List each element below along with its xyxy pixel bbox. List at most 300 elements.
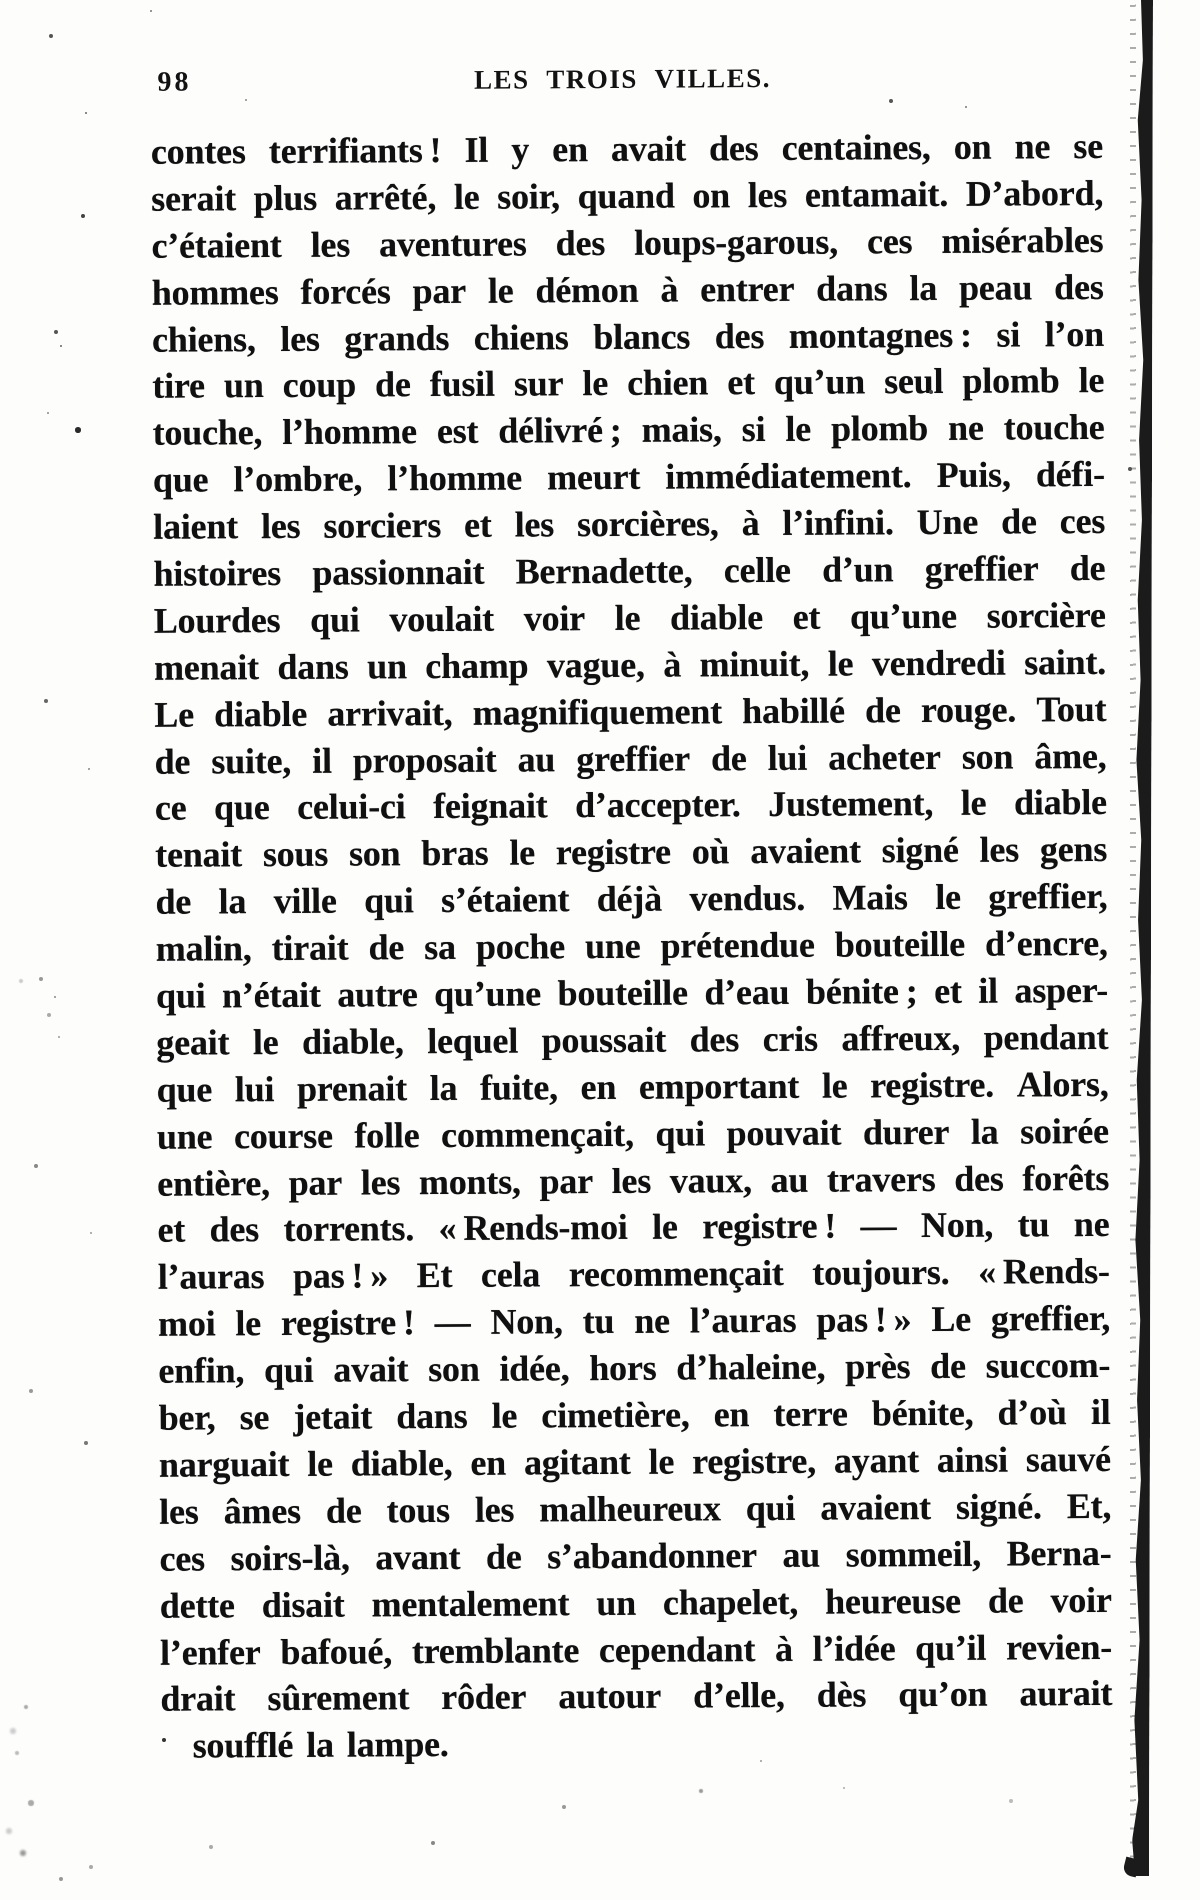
- text-line: [151, 217, 1103, 270]
- word: diable: [1013, 782, 1107, 823]
- word: et: [157, 1210, 186, 1251]
- word: vaux,: [669, 1159, 752, 1201]
- text-line: [151, 123, 1103, 176]
- text-line: [155, 826, 1107, 879]
- word: greffier,: [990, 1298, 1111, 1339]
- word: voir: [1050, 1579, 1112, 1620]
- word: affreux,: [841, 1017, 961, 1059]
- word: délivré ;: [498, 410, 622, 451]
- word: Le: [154, 694, 195, 735]
- word: menait: [153, 646, 259, 688]
- word: loups-garous,: [634, 221, 839, 263]
- word: le: [453, 176, 480, 217]
- word: durer: [862, 1111, 950, 1153]
- word: poussait: [541, 1019, 667, 1061]
- word: prétendue: [660, 924, 815, 966]
- word: Une: [916, 501, 979, 543]
- word: seul: [884, 361, 944, 402]
- word: autre: [337, 974, 418, 1015]
- word: chiens,: [151, 318, 256, 360]
- word: les: [360, 1161, 401, 1203]
- word: de: [154, 741, 191, 782]
- word: fuite,: [479, 1067, 558, 1108]
- word: les: [747, 174, 788, 215]
- word: centaines,: [781, 126, 931, 168]
- word: coup: [282, 364, 357, 406]
- word: « Rends-moi: [438, 1207, 628, 1249]
- word: démon: [535, 269, 639, 311]
- word: « Rends-: [977, 1251, 1110, 1293]
- word: les: [260, 505, 301, 547]
- word: de: [987, 1580, 1024, 1621]
- word: l’on: [1044, 313, 1105, 354]
- word: sauvé: [1025, 1438, 1111, 1480]
- text-line: [160, 1623, 1112, 1676]
- word: minuit,: [699, 643, 810, 685]
- word: acheter: [828, 736, 941, 778]
- text-line: [151, 170, 1103, 223]
- text-line: [154, 639, 1106, 692]
- word: les: [514, 504, 555, 545]
- word: tu: [1017, 1204, 1050, 1245]
- word: tous: [386, 1489, 450, 1531]
- word: meurt: [547, 456, 641, 498]
- word: s’étaient: [440, 879, 570, 921]
- running-title: LES TROIS VILLES.: [473, 62, 772, 95]
- word: rouge.: [920, 689, 1017, 730]
- word: course: [233, 1115, 333, 1156]
- word: diable,: [301, 1021, 404, 1062]
- word: ne: [634, 1300, 670, 1342]
- word: qui: [155, 975, 206, 1016]
- word: soir,: [497, 176, 561, 217]
- word: de: [930, 1345, 966, 1387]
- word: lampe.: [346, 1724, 449, 1765]
- word: qu’on: [898, 1674, 988, 1715]
- word: feignait: [433, 785, 548, 827]
- word: de: [485, 1536, 522, 1577]
- word: d’haleine,: [676, 1346, 826, 1388]
- word: sûrement: [267, 1677, 410, 1719]
- word: de: [1000, 501, 1037, 542]
- word: drait: [160, 1678, 236, 1720]
- word: D’abord,: [965, 172, 1104, 214]
- word: narguait: [158, 1443, 290, 1485]
- word: qu’une: [849, 595, 957, 637]
- word: ce: [154, 788, 187, 829]
- word: bénite ;: [805, 971, 918, 1012]
- word: sommeil,: [845, 1533, 982, 1575]
- word: cris: [762, 1018, 818, 1059]
- word: entière,: [157, 1162, 271, 1204]
- word: touche,: [152, 412, 263, 454]
- word: gens: [1039, 829, 1108, 870]
- word: vendus.: [689, 878, 806, 919]
- word: en: [580, 1066, 617, 1107]
- word: proposait: [352, 739, 497, 781]
- word: en: [470, 1442, 507, 1483]
- word: Puis,: [936, 454, 1011, 496]
- word: le: [821, 1065, 848, 1106]
- word: dans: [396, 1395, 468, 1437]
- word: ne: [1073, 1204, 1110, 1245]
- word: voir: [523, 598, 586, 639]
- word: qu’il: [915, 1627, 987, 1668]
- word: montagnes :: [788, 314, 972, 356]
- word: arrêté,: [334, 176, 437, 218]
- word: —: [434, 1302, 471, 1343]
- word: dette: [159, 1584, 235, 1626]
- word: monts,: [418, 1161, 521, 1202]
- word: entrer: [700, 268, 795, 310]
- text-block: [151, 123, 1113, 1770]
- word: peau: [958, 267, 1033, 308]
- word: touche: [1003, 407, 1105, 448]
- word: une: [584, 925, 641, 967]
- word: où: [691, 831, 730, 872]
- word: Justement,: [768, 783, 934, 825]
- word: signé.: [955, 1486, 1042, 1527]
- text-line: [156, 967, 1108, 1020]
- text-line: [155, 873, 1107, 926]
- word: poche: [475, 926, 566, 967]
- text-line: [157, 1201, 1109, 1254]
- word: l’ombre,: [233, 458, 363, 500]
- word: le: [648, 1441, 675, 1482]
- word: l’homme: [387, 457, 523, 499]
- word: fusil: [429, 364, 495, 405]
- word: le: [827, 643, 854, 684]
- word: hors: [589, 1347, 657, 1389]
- word: se: [1073, 125, 1104, 167]
- word: on: [953, 126, 992, 167]
- word: hommes: [151, 271, 279, 313]
- word: le: [785, 409, 812, 450]
- page-number: 98: [157, 66, 192, 98]
- word: —: [860, 1205, 897, 1246]
- word: et: [727, 362, 755, 403]
- word: avaient: [750, 830, 861, 872]
- text-line: [152, 357, 1104, 410]
- word: âmes: [223, 1490, 301, 1532]
- word: le: [487, 270, 514, 311]
- word: terrifiants !: [268, 129, 442, 172]
- word: que: [156, 1069, 213, 1110]
- word: diable,: [350, 1442, 453, 1484]
- word: entamait.: [804, 173, 949, 215]
- word: plomb: [962, 360, 1060, 402]
- word: mais,: [641, 409, 722, 451]
- word: soufflé: [192, 1725, 294, 1766]
- word: tu: [582, 1301, 615, 1342]
- word: des: [555, 222, 606, 264]
- text-line: [156, 920, 1108, 973]
- word: Lourdes: [153, 599, 281, 641]
- word: recommençait: [568, 1253, 784, 1295]
- word: de: [374, 364, 411, 405]
- word: sa: [424, 927, 456, 968]
- word: vague,: [546, 644, 645, 686]
- word: d’encre,: [984, 923, 1108, 964]
- word: lui: [234, 1068, 275, 1110]
- text-line: [159, 1530, 1111, 1583]
- word: de: [155, 881, 192, 922]
- word: aventures: [378, 223, 527, 265]
- word: malin,: [155, 928, 252, 969]
- word: travers: [826, 1158, 936, 1200]
- word: registre.: [870, 1064, 995, 1106]
- word: ne: [947, 408, 984, 449]
- word: qu’un: [773, 361, 866, 403]
- word: un: [223, 365, 264, 406]
- word: serait: [151, 178, 237, 219]
- word: Le: [931, 1299, 972, 1340]
- word: registre: [555, 831, 671, 873]
- word: à: [741, 503, 760, 544]
- word: le: [935, 877, 961, 918]
- word: son: [348, 833, 401, 874]
- word: bénite,: [871, 1392, 974, 1434]
- word: on: [692, 175, 731, 216]
- word: terre: [773, 1393, 848, 1435]
- word: près: [845, 1346, 911, 1387]
- word: bouteille: [557, 972, 688, 1014]
- word: les: [159, 1491, 199, 1532]
- word: qu’une: [434, 973, 542, 1015]
- word: Bernadette,: [515, 550, 693, 592]
- word: Mais: [832, 877, 908, 918]
- word: d’eau: [704, 971, 790, 1013]
- word: enfin,: [158, 1350, 245, 1391]
- text-line: [159, 1483, 1111, 1536]
- word: le: [1078, 360, 1105, 401]
- text-line: [155, 732, 1107, 785]
- word: plomb: [830, 408, 929, 449]
- text-line: [157, 1108, 1109, 1161]
- word: commençait,: [440, 1113, 634, 1155]
- word: aurait: [1019, 1673, 1113, 1714]
- word: des: [1054, 266, 1104, 307]
- word: saint.: [1024, 641, 1107, 683]
- word: cela: [480, 1254, 541, 1296]
- word: bras: [421, 833, 489, 874]
- word: tire: [152, 365, 205, 407]
- word: pas ! »: [292, 1255, 389, 1297]
- word: avait: [610, 128, 687, 169]
- word: d’où: [997, 1392, 1067, 1433]
- word: torrents.: [283, 1208, 415, 1250]
- word: de: [864, 689, 901, 731]
- text-line: [152, 310, 1104, 363]
- word: par: [539, 1160, 594, 1201]
- binding-shadow-fray: [1130, 0, 1136, 1870]
- word: arrivait,: [327, 692, 453, 734]
- word: soirs-là,: [230, 1537, 350, 1579]
- word: les: [280, 318, 320, 359]
- word: à: [660, 269, 679, 310]
- word: les: [310, 224, 351, 265]
- word: lequel: [427, 1020, 519, 1061]
- word: un: [367, 645, 407, 687]
- word: et: [934, 970, 962, 1012]
- word: emportant: [638, 1065, 800, 1107]
- word: de: [325, 1490, 362, 1531]
- word: pas ! »: [816, 1299, 912, 1340]
- word: soirée: [1020, 1110, 1110, 1152]
- word: signé: [881, 830, 959, 871]
- word: n’était: [221, 974, 321, 1016]
- text-line: [155, 779, 1107, 832]
- word: immédiatement.: [665, 455, 912, 497]
- word: qui: [655, 1113, 706, 1154]
- word: tremblante: [411, 1629, 580, 1671]
- word: les: [474, 1489, 515, 1530]
- word: la: [970, 1111, 999, 1152]
- word: des: [689, 1019, 740, 1060]
- word: voulait: [389, 598, 495, 640]
- text-line: [159, 1389, 1111, 1442]
- word: la: [306, 1724, 334, 1766]
- word: d’un: [822, 549, 894, 590]
- word: le: [960, 783, 987, 824]
- word: moi: [157, 1303, 216, 1344]
- word: lui: [767, 737, 808, 778]
- word: sous: [262, 834, 329, 875]
- word: geait: [156, 1022, 230, 1063]
- word: l’auras: [157, 1256, 265, 1298]
- word: de: [1069, 547, 1106, 589]
- word: au: [770, 1159, 809, 1200]
- word: au: [782, 1534, 821, 1575]
- word: avait: [333, 1349, 409, 1390]
- word: bafoué,: [280, 1630, 393, 1672]
- word: à: [663, 644, 682, 685]
- text-line: [152, 404, 1104, 457]
- word: et: [463, 504, 492, 545]
- word: ces: [866, 220, 913, 262]
- word: pendant: [983, 1016, 1109, 1058]
- word: vendredi: [871, 642, 1006, 684]
- word: le: [491, 1395, 518, 1436]
- word: Il: [464, 129, 489, 170]
- word: l’homme: [282, 411, 417, 453]
- word: le: [235, 1303, 262, 1344]
- word: blancs: [593, 316, 691, 357]
- word: avaient: [820, 1486, 931, 1528]
- word: qui: [263, 1349, 314, 1391]
- word: des: [714, 315, 765, 356]
- word: mentalement: [371, 1582, 570, 1625]
- text-line: [160, 1670, 1112, 1723]
- text-line: [158, 1295, 1110, 1348]
- word: habillé: [742, 690, 845, 731]
- word: tenait: [155, 834, 243, 876]
- word: d’accepter.: [575, 784, 741, 826]
- word: il: [978, 970, 999, 1011]
- word: l’infini.: [782, 502, 894, 544]
- word: son: [428, 1348, 480, 1390]
- word: déjà: [596, 878, 663, 920]
- scan-noise-speckles: [0, 0, 2, 2]
- word: Et,: [1066, 1485, 1112, 1527]
- word: magnifiquement: [472, 690, 723, 733]
- word: folle: [354, 1114, 420, 1156]
- word: les: [979, 829, 1020, 871]
- word: diable: [214, 693, 308, 735]
- word: heureuse: [825, 1580, 962, 1622]
- word: toujours.: [812, 1252, 950, 1294]
- text-line: [159, 1436, 1111, 1489]
- word: ne: [1014, 126, 1051, 167]
- text-line: [161, 1717, 1113, 1770]
- word: si: [741, 409, 766, 450]
- word: défi-: [1035, 454, 1105, 495]
- word: bouteille: [834, 923, 966, 965]
- word: se: [239, 1397, 270, 1438]
- text-line: [153, 545, 1105, 598]
- word: registre !: [280, 1302, 415, 1344]
- word: chien: [627, 362, 709, 404]
- word: en: [713, 1394, 750, 1435]
- word: Et: [416, 1255, 453, 1296]
- text-line: [152, 264, 1104, 317]
- word: le: [652, 1207, 678, 1248]
- word: il: [1090, 1391, 1111, 1433]
- word: qui: [364, 880, 414, 921]
- word: registre !: [702, 1206, 837, 1247]
- word: Tout: [1036, 688, 1107, 730]
- word: idée,: [499, 1348, 570, 1389]
- word: avant: [375, 1536, 461, 1578]
- word: autour: [558, 1676, 662, 1717]
- word: Non,: [920, 1205, 994, 1246]
- word: passionnait: [312, 551, 485, 593]
- word: ville: [273, 880, 337, 922]
- word: est: [436, 411, 479, 452]
- word: ayant: [833, 1440, 920, 1481]
- text-line: [157, 1155, 1109, 1208]
- text-line: [153, 498, 1105, 551]
- word: forêts: [1022, 1157, 1110, 1199]
- word: qui: [745, 1487, 796, 1528]
- word: celui-ci: [297, 786, 406, 828]
- word: revien-: [1005, 1626, 1113, 1668]
- word: Non,: [490, 1301, 563, 1342]
- word: le: [252, 1021, 279, 1063]
- word: dans: [816, 267, 888, 309]
- word: plus: [253, 177, 318, 219]
- word: de: [368, 927, 405, 968]
- text-line: [156, 1014, 1108, 1067]
- word: par: [412, 270, 467, 311]
- word: sur: [513, 363, 564, 404]
- word: greffier: [924, 548, 1039, 590]
- text-line: [158, 1248, 1110, 1301]
- word: des: [209, 1209, 260, 1250]
- word: la: [429, 1067, 458, 1108]
- word: la: [909, 267, 938, 308]
- word: sorcières,: [576, 503, 719, 545]
- word: rôder: [441, 1676, 527, 1718]
- word: le: [509, 832, 536, 873]
- word: âme,: [1034, 735, 1107, 776]
- word: que: [213, 787, 270, 828]
- word: au: [517, 738, 556, 780]
- text-line: [154, 592, 1106, 645]
- word: l’auras: [689, 1300, 797, 1341]
- word: y: [511, 129, 530, 170]
- word: le: [582, 363, 609, 404]
